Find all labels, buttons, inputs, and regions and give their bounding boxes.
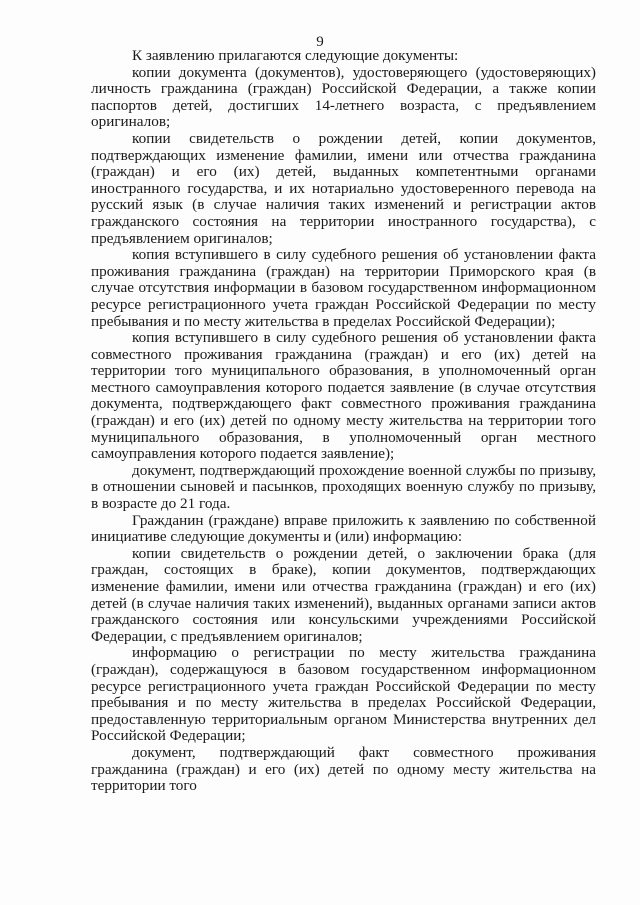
paragraph: информацию о регистрации по месту жительства гражданина (граждан), содержащуюся в базовом государственном информационном ресурсе регистрационного учета граждан Российской Федерации по месту пребывания и по месту жительства в пределах Российской Федерации, предоставленную территориальным органом Министерства внутренних дел Российской Федерации; [91, 644, 596, 745]
paragraph: копии свидетельств о рождении детей, о заключении брака (для граждан, состоящих в браке), копии документов, подтверждающих изменение фамилии, имени или отчества гражданина (граждан) и его (их) детей (в случае наличия таких изменений), выданных органами записи актов гражданского состояния или консульскими учреждениями Российской Федерации, с предъявлением оригиналов; [91, 544, 596, 645]
paragraph: Гражданин (граждане) вправе приложить к заявлению по собственной инициативе следующие документы и (или) информацию: [91, 511, 596, 546]
paragraph: копия вступившего в силу судебного решения об установлении факта совместного проживания гражданина (граждан) и его (их) детей на территории того муниципального образования, в уполномоченный орган местного самоуправления которого подается заявление (в случае отсутствия документа, подтверждающего факт совместного проживания гражданина (граждан) и его (их) детей по одному месту жительства на территории того муниципального образования, в уполномоченный орган местного самоуправления которого подается заявление); [91, 329, 596, 463]
paragraph: документ, подтверждающий факт совместного проживания гражданина (граждан) и его (их) детей по одному месту жительства на территории того [91, 743, 596, 795]
paragraph: копия вступившего в силу судебного решения об установлении факта проживания гражданина (граждан) на территории Приморского края (в случае отсутствия информации в базовом государственном информационном ресурсе регистрационного учета граждан Российской Федерации по месту пребывания и по месту жительства в пределах Российской Федерации); [91, 246, 596, 330]
paragraph: документ, подтверждающий прохождение военной службы по призыву, в отношении сыновей и пасынков, проходящих военную службу по призыву, в возрасте до 21 года. [91, 461, 596, 513]
paragraph: К заявлению прилагаются следующие документы: [132, 47, 459, 64]
page-number: 9 [316, 34, 324, 50]
paragraph: копии свидетельств о рождении детей, копии документов, подтверждающих изменение фамилии, имени или отчества гражданина (граждан) и его (их) детей, выданных компетентными органами иностранного государства, и их нотариально удостоверенного перевода на русский язык (в случае наличия таких изменений и регистрации актов гражданского состояния на территории иностранного государства), с предъявлением оригиналов; [91, 129, 596, 247]
paragraph: копии документа (документов), удостоверяющего (удостоверяющих) личность гражданина (граждан) Российской Федерации, а также копии паспортов детей, достигших 14-летнего возраста, с предъявлением оригиналов; [91, 63, 596, 131]
document-body [91, 48, 596, 795]
